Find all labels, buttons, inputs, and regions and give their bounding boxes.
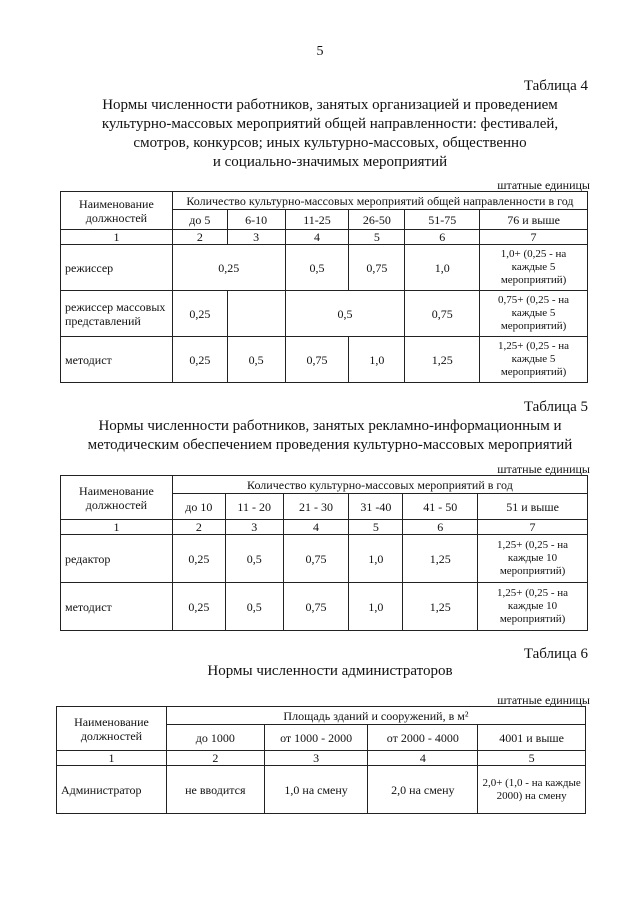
range-header: до 1000 [166, 725, 264, 751]
range-header: 6-10 [227, 210, 285, 230]
table-row [61, 535, 588, 583]
value-cell: 1,0 [349, 535, 403, 583]
value-cell: 0,25 [172, 291, 227, 337]
table4-title: Нормы численности работников, занятых организацией и проведением культурно-массовых мероприятий общей направленности: фестивалей, смотров, конкурсов; иных культурно-массовых, общественно и социально-значимых мероприятий [101, 97, 559, 170]
column-number: 3 [227, 230, 285, 245]
value-cell: 0,75 [283, 583, 349, 631]
value-cell: 1,25 [403, 535, 478, 583]
value-cell: 1,0+ (0,25 - на каждые 5 мероприятий) [480, 245, 588, 291]
value-cell: 2,0+ (1,0 - на каждые 2000) на смену [478, 766, 586, 814]
table5-title: Нормы численности работников, занятых рекламно-информационным и методическим обеспечением проведения культурно-массовых мероприятий [87, 418, 573, 453]
range-header: 41 - 50 [403, 494, 478, 520]
value-cell: 0,5 [227, 337, 285, 383]
table6-label: Таблица 6 [523, 646, 588, 662]
column-number: 2 [172, 230, 227, 245]
table4 [60, 191, 588, 383]
value-cell: 2,0 на смену [368, 766, 478, 814]
position-name: методист [61, 583, 173, 631]
value-cell: 0,5 [285, 291, 405, 337]
value-cell: 0,75 [285, 337, 349, 383]
range-header: 4001 и выше [478, 725, 586, 751]
column-number: 3 [264, 751, 368, 766]
value-cell: 0,5 [285, 245, 349, 291]
value-cell: 1,25+ (0,25 - на каждые 5 мероприятий) [480, 337, 588, 383]
table4-label: Таблица 4 [523, 78, 588, 94]
range-header: 26-50 [349, 210, 405, 230]
column-number: 2 [166, 751, 264, 766]
value-cell: 1,0 [349, 583, 403, 631]
column-number: 1 [57, 751, 167, 766]
table4-units: штатные единицы [497, 178, 590, 192]
column-number: 6 [405, 230, 480, 245]
column-number: 4 [283, 520, 349, 535]
value-cell: 1,25+ (0,25 - на каждые 10 мероприятий) [478, 535, 588, 583]
value-cell: 1,0 [405, 245, 480, 291]
value-cell: 0,75 [283, 535, 349, 583]
table6 [56, 706, 586, 814]
value-cell: 1,25+ (0,25 - на каждые 10 мероприятий) [478, 583, 588, 631]
table-row [61, 291, 588, 337]
position-name: режиссер [61, 245, 173, 291]
value-cell: 1,25 [403, 583, 478, 631]
position-name: редактор [61, 535, 173, 583]
value-cell: 0,75+ (0,25 - на каждые 5 мероприятий) [480, 291, 588, 337]
table-row [61, 245, 588, 291]
table-row [57, 766, 586, 814]
table6-title: Нормы численности администраторов [207, 663, 453, 679]
range-header: 11 - 20 [225, 494, 283, 520]
column-number: 5 [349, 230, 405, 245]
range-header: 31 -40 [349, 494, 403, 520]
value-cell: 0,25 [172, 583, 225, 631]
range-header: от 1000 - 2000 [264, 725, 368, 751]
value-cell: 0,25 [172, 337, 227, 383]
value-cell: 0,75 [405, 291, 480, 337]
column-header-position: Наименование должностей [61, 476, 173, 520]
value-cell: 0,5 [225, 535, 283, 583]
column-number: 4 [285, 230, 349, 245]
range-header: 21 - 30 [283, 494, 349, 520]
table-row [61, 583, 588, 631]
column-header-position: Наименование должностей [57, 707, 167, 751]
position-name: методист [61, 337, 173, 383]
table6-units: штатные единицы [497, 693, 590, 707]
column-number: 6 [403, 520, 478, 535]
column-number: 7 [480, 230, 588, 245]
column-header-position: Наименование должностей [61, 192, 173, 230]
range-header: от 2000 - 4000 [368, 725, 478, 751]
group-header: Площадь зданий и сооружений, в м² [166, 707, 585, 725]
table-row [61, 337, 588, 383]
range-header: 76 и выше [480, 210, 588, 230]
range-header: 11-25 [285, 210, 349, 230]
value-cell: 0,25 [172, 245, 285, 291]
value-cell: не вводится [166, 766, 264, 814]
page-number: 5 [316, 44, 324, 59]
column-number: 1 [61, 520, 173, 535]
value-cell: 0,25 [172, 535, 225, 583]
column-number: 2 [172, 520, 225, 535]
value-cell: 0,75 [349, 245, 405, 291]
value-cell: 0,5 [225, 583, 283, 631]
column-number: 7 [478, 520, 588, 535]
value-cell: 1,25 [405, 337, 480, 383]
position-name: Администратор [57, 766, 167, 814]
column-number: 5 [478, 751, 586, 766]
value-cell [227, 291, 285, 337]
column-number: 1 [61, 230, 173, 245]
table5 [60, 475, 588, 631]
group-header: Количество культурно-массовых мероприятий в год [172, 476, 587, 494]
table5-label: Таблица 5 [523, 399, 588, 415]
value-cell: 1,0 [349, 337, 405, 383]
table5-units: штатные единицы [497, 462, 590, 476]
column-number: 3 [225, 520, 283, 535]
range-header: 51-75 [405, 210, 480, 230]
range-header: до 5 [172, 210, 227, 230]
group-header: Количество культурно-массовых мероприятий общей направленности в год [172, 192, 587, 210]
column-number: 4 [368, 751, 478, 766]
column-number: 5 [349, 520, 403, 535]
value-cell: 1,0 на смену [264, 766, 368, 814]
range-header: 51 и выше [478, 494, 588, 520]
range-header: до 10 [172, 494, 225, 520]
position-name: режиссер массовых представлений [61, 291, 173, 337]
